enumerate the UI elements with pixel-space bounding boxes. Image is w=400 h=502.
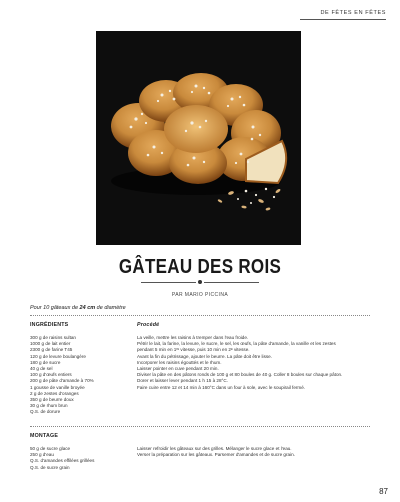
method-step: Faire cuire entre 12 et 14 min à 160°C dans un four à sole, avec le soupirail fermé. <box>137 384 306 390</box>
method-step: Diviser la pâte en des pâtons ronds de 100 g et 80 boules de 40 g. Coller 8 boules sur chaque pâton. <box>137 372 343 378</box>
ingredient-item: 120 g de levure boulangère <box>30 353 86 359</box>
method-step: Pétrir le lait, la farine, la levure, le sucre, le sel, les œufs, la pâte d'amande, la vanille et les zestes <box>137 341 336 347</box>
method-step: Verser la préparation sur les gâteaux. Parsemer d'amandes et de sucre grain. <box>137 452 295 458</box>
ingredient-item: 300 g de raisins sultan <box>30 335 76 340</box>
recipe-title: GÂTEAU DES ROIS <box>118 255 282 278</box>
title-rule-left <box>141 282 196 283</box>
montage-ingredients-list <box>30 446 128 471</box>
ingredient-item: 200 g de pâte d'amande à 70% <box>30 378 94 384</box>
montage-steps <box>137 446 372 458</box>
title-rule-right <box>204 282 259 283</box>
running-head: DE FÊTES EN FÊTES <box>320 10 386 16</box>
method-step: Incorporer les raisins égouttés et le rhum. <box>137 359 222 365</box>
yield-suffix: de diamètre <box>95 305 126 311</box>
yield-size: 24 cm <box>79 305 96 311</box>
ingredient-item: Q.S. de sucre grain <box>30 464 70 470</box>
recipe-yield <box>30 305 126 311</box>
ingredient-item: 350 g de beurre doux <box>30 397 74 403</box>
method-steps <box>137 335 372 391</box>
ingredient-item: Q.S. de dorure <box>30 409 61 415</box>
ingredients-heading: INGRÉDIENTS <box>30 322 69 328</box>
method-step: Avant la fin du pétrissage, ajouter le beurre. La pâte doit être lisse. <box>137 353 273 359</box>
ingredient-item: 100 g d'œufs entiers <box>30 372 72 378</box>
ingredient-item: 1000 g de lait entier <box>30 341 71 347</box>
method-step: pendant 5 min en 1ʳᵉ vitesse, puis 10 min en 2ᵉ vitesse. <box>137 347 250 353</box>
method-heading: Procédé <box>137 322 160 328</box>
page-number: 87 <box>379 487 388 496</box>
section-divider <box>30 426 370 427</box>
running-head-rule <box>300 19 386 20</box>
ingredient-item: 50 g de sucre glace <box>30 446 71 451</box>
ingredients-list <box>30 335 128 416</box>
brioche-illustration <box>96 31 301 245</box>
method-step: Dorer et laisser lever pendant 1 h 15 à 28°C. <box>137 378 228 384</box>
ingredient-item: 1 gousse de vanille broyée <box>30 384 85 390</box>
method-step: Laisser refroidir les gâteaux sur des grilles. Mélanger le sucre glace et l'eau. <box>137 446 292 451</box>
method-step: La veille, mettre les raisins à tremper dans l'eau froide. <box>137 335 249 340</box>
brioche-photo <box>96 31 301 245</box>
title-ornament <box>198 280 202 284</box>
ingredient-item: 2300 g de farine T45 <box>30 347 73 353</box>
ingredient-item: 250 g d'eau <box>30 452 54 458</box>
ingredient-item: 2 g de zestes d'oranges <box>30 390 79 396</box>
ingredient-item: 180 g de sucre <box>30 359 61 365</box>
method-step: Laisser pointer en cuve pendant 20 min. <box>137 366 219 372</box>
yield-prefix: Pour 10 gâteaux de <box>30 305 80 311</box>
montage-heading: MONTAGE <box>30 433 59 439</box>
section-divider <box>30 315 370 316</box>
ingredient-item: 40 g de sel <box>30 366 53 372</box>
author-byline: PAR MARIO PICCINA <box>171 292 229 298</box>
ingredient-item: 30 g de rhum brun <box>30 403 68 409</box>
ingredient-item: Q.S. d'amandes effilées grillées <box>30 458 95 464</box>
